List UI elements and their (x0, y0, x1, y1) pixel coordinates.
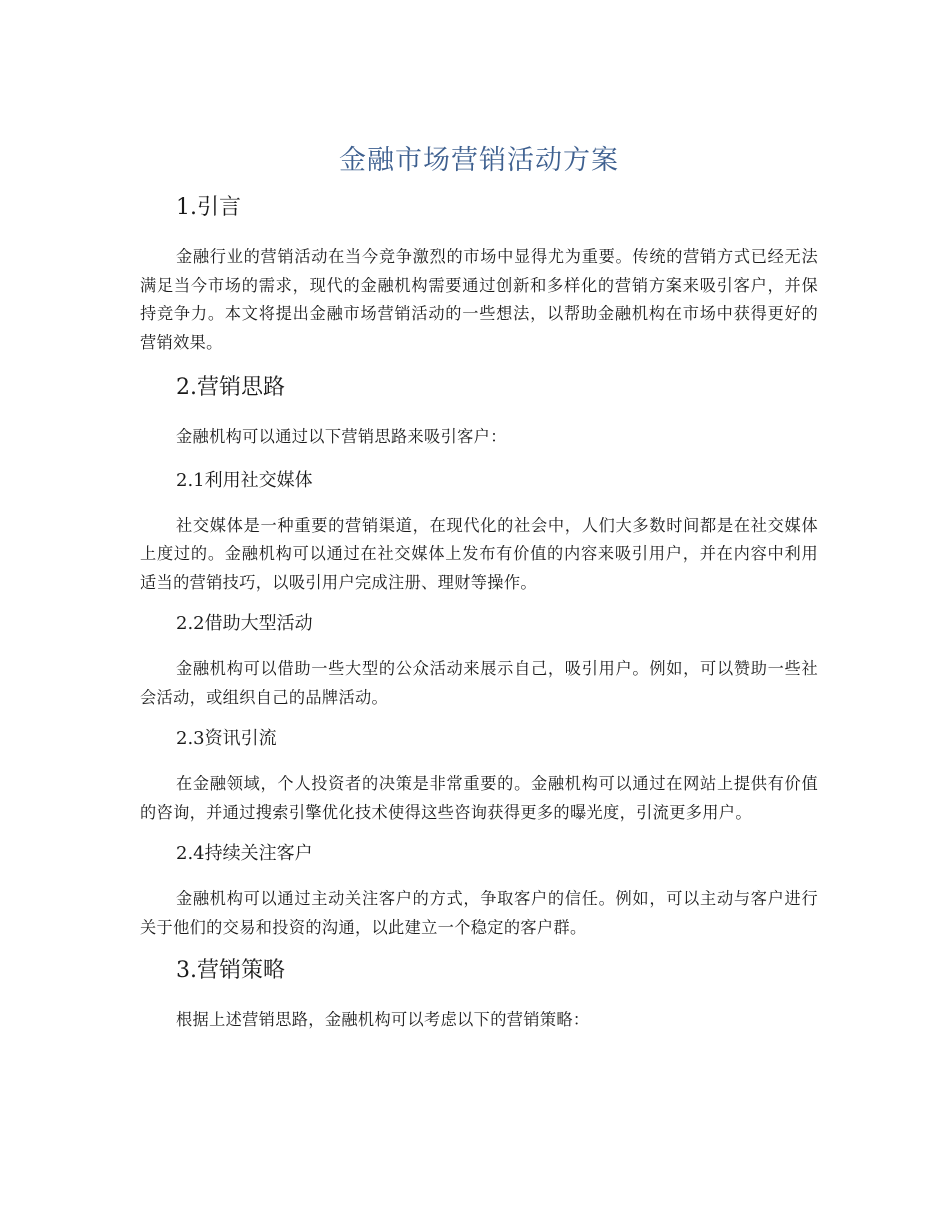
subsection-heading-events: 2.2借助大型活动 (176, 613, 313, 634)
paragraph-ideas: 金融机构可以通过以下营销思路来吸引客户： (176, 427, 507, 446)
subsection-heading-social: 2.1利用社交媒体 (176, 469, 313, 491)
subsection-heading-info: 2.3资讯引流 (176, 728, 277, 749)
paragraph-info: 在金融领域，个人投资者的决策是非常重要的。金融机构可以通过在网站上提供有价值的咨询，并通过搜索引擎优化技术使得这些咨询获得更多的曝光度，引流更多用户。 (140, 774, 818, 822)
document-title: 金融市场营销活动方案 (339, 145, 619, 176)
paragraph-social: 社交媒体是一种重要的营销渠道，在现代化的社会中，人们大多数时间都是在社交媒体上度过的。金融机构可以通过在社交媒体上发布有价值的内容来吸引用户，并在内容中利用适当的营销技巧，以吸引用户完成注册、理财等操作。 (140, 515, 818, 592)
section-heading-strategy: 3.营销策略 (176, 958, 285, 983)
paragraph-strategy: 根据上述营销思路，金融机构可以考虑以下的营销策略： (176, 1010, 590, 1029)
paragraph-followup: 金融机构可以通过主动关注客户的方式，争取客户的信任。例如，可以主动与客户进行关于他们的交易和投资的沟通，以此建立一个稳定的客户群。 (140, 889, 818, 937)
paragraph-events: 金融机构可以借助一些大型的公众活动来展示自己，吸引用户。例如，可以赞助一些社会活动，或组织自己的品牌活动。 (140, 659, 818, 707)
document-page (140, 138, 818, 1045)
paragraph-intro: 金融行业的营销活动在当今竞争激烈的市场中显得尤为重要。传统的营销方式已经无法满足当今市场的需求，现代的金融机构需要通过创新和多样化的营销方案来吸引客户，并保持竞争力。本文将提出金融市场营销活动的一些想法，以帮助金融机构在市场中获得更好的营销效果。 (140, 247, 818, 352)
subsection-heading-followup: 2.4持续关注客户 (176, 843, 313, 864)
section-heading-intro: 1.引言 (176, 195, 241, 220)
section-heading-ideas: 2.营销思路 (176, 375, 285, 400)
